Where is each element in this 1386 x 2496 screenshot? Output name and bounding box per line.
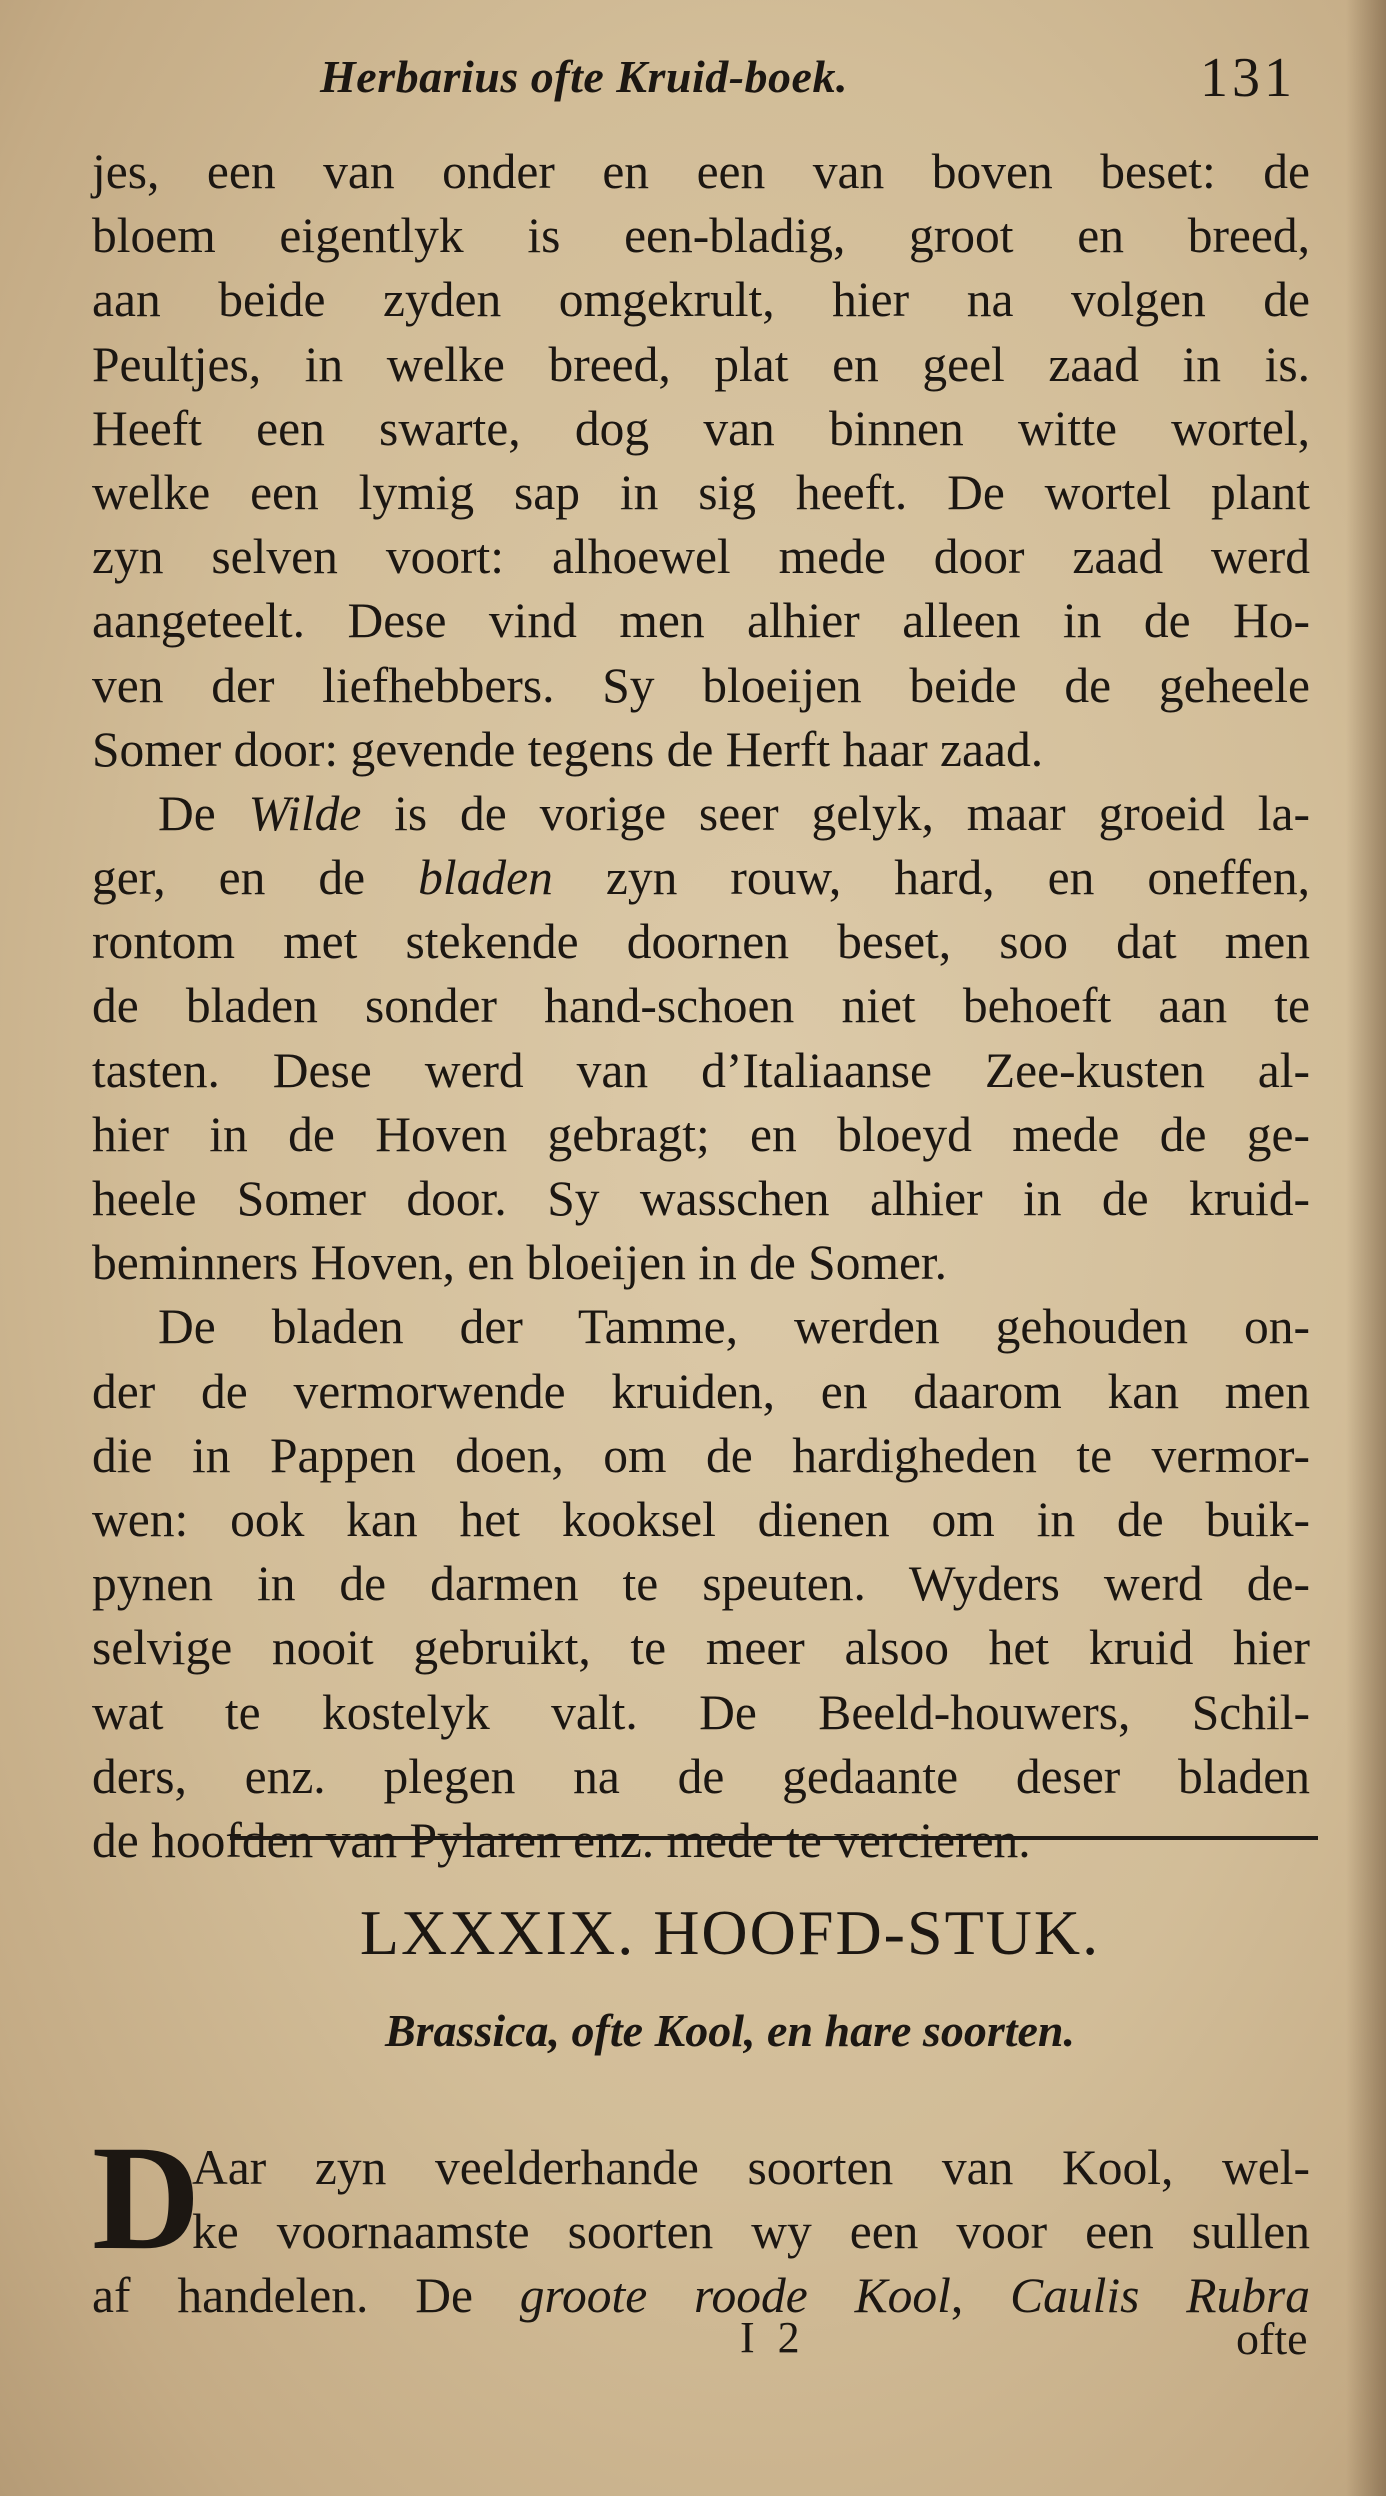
text-line xyxy=(92,1745,1310,1809)
text-line xyxy=(92,654,1310,718)
text-segment: der de vermorwende kruiden, en daarom kan men xyxy=(92,1363,1310,1419)
text-line xyxy=(92,1488,1310,1552)
text-line xyxy=(92,589,1310,653)
text-segment: ke voornaamste soorten wy een voor een sullen xyxy=(192,2204,1310,2260)
text-line xyxy=(92,1424,1310,1488)
drop-cap: D xyxy=(92,2115,201,2281)
text-segment: de bladen sonder hand-schoen niet behoeft aan te xyxy=(92,978,1310,1034)
italic-term: groote roode Kool xyxy=(519,2268,951,2324)
text-segment: Aar zyn veelderhande soorten van Kool, wel- xyxy=(192,2140,1310,2195)
text-line xyxy=(92,846,1310,910)
chapter-subtitle: Brassica, ofte Kool, en hare soorten. xyxy=(384,2005,1076,2056)
text-segment: bloem eigentlyk is een-bladig, groot en breed, xyxy=(92,208,1310,264)
text-segment: heele Somer door. Sy wasschen alhier in de kruid- xyxy=(92,1171,1310,1226)
text-line xyxy=(92,1167,1310,1231)
text-line xyxy=(92,1039,1310,1103)
text-segment: zyn rouw, hard, en oneffen, xyxy=(552,850,1310,906)
text-segment: jes, een van onder en een van boven beset: de xyxy=(92,144,1310,199)
chapter-heading: LXXXIX. HOOFD-STUK. xyxy=(359,1897,1101,1968)
italic-term: Wilde xyxy=(248,785,362,841)
text-segment: Heeft een swarte, dog van binnen witte wortel, xyxy=(92,400,1310,456)
text-segment: is de vorige seer gelyk, maar groeid la- xyxy=(361,785,1310,841)
text-segment: , xyxy=(950,2268,1011,2324)
text-segment: rontom met stekende doornen beset, soo dat men xyxy=(92,914,1310,970)
text-line xyxy=(92,782,1310,846)
text-line xyxy=(92,1552,1310,1616)
text-line xyxy=(92,1360,1310,1424)
text-line xyxy=(92,268,1310,332)
text-line xyxy=(92,2136,1310,2200)
text-segment: ven der liefhebbers. Sy bloeijen beide de geheele xyxy=(92,657,1310,713)
text-segment: de hoofden van Pylaren enz. mede te vercieren. xyxy=(92,1812,1031,1868)
text-segment: af handelen. De xyxy=(92,2268,520,2324)
body-text xyxy=(92,140,1310,1873)
text-segment: Somer door: gevende tegens de Herft haar zaad. xyxy=(92,721,1044,777)
text-line xyxy=(92,2200,1310,2264)
section-rule xyxy=(230,1836,1318,1840)
text-line xyxy=(92,333,1310,397)
text-segment: De xyxy=(158,785,249,841)
text-line xyxy=(92,204,1310,268)
text-line xyxy=(92,718,1310,782)
text-line xyxy=(92,974,1310,1038)
text-line xyxy=(92,397,1310,461)
text-segment: zyn selven voort: alhoewel mede door zaad werd xyxy=(92,529,1310,585)
text-segment: De bladen der Tamme, werden gehouden on- xyxy=(158,1299,1310,1355)
text-segment: Peultjes, in welke breed, plat en geel zaad in is. xyxy=(92,336,1310,392)
text-line xyxy=(92,1295,1310,1359)
text-line xyxy=(92,1616,1310,1680)
text-line xyxy=(92,1809,1310,1873)
text-segment: tasten. Dese werd van d’Italiaanse Zee-kusten al- xyxy=(92,1042,1310,1098)
text-segment: ger, en de xyxy=(92,850,419,906)
text-line xyxy=(92,461,1310,525)
page-edge-shadow xyxy=(1346,0,1386,2496)
text-segment: pynen in de darmen te speuten. Wyders werd de- xyxy=(92,1556,1310,1612)
text-segment: beminners Hoven, en bloeijen in de Somer. xyxy=(92,1235,948,1291)
text-segment: die in Pappen doen, om de hardigheden te vermor- xyxy=(92,1427,1310,1483)
catchword: ofte xyxy=(1236,2313,1308,2364)
page-number: 131 xyxy=(1200,47,1296,109)
text-line xyxy=(92,1231,1310,1295)
text-segment: selvige nooit gebruikt, te meer alsoo het kruid hier xyxy=(92,1620,1310,1676)
text-segment: aan beide zyden omgekrult, hier na volgen de xyxy=(92,272,1310,328)
text-segment: aangeteelt. Dese vind men alhier alleen in de Ho- xyxy=(92,593,1310,649)
signature-mark: I 2 xyxy=(740,2313,806,2362)
running-title: Herbarius ofte Kruid-boek. xyxy=(320,51,848,102)
text-line xyxy=(92,1681,1310,1745)
text-segment: hier in de Hoven gebragt; en bloeyd mede de ge- xyxy=(92,1106,1310,1162)
text-segment: ders, enz. plegen na de gedaante deser bladen xyxy=(92,1748,1310,1804)
text-line xyxy=(92,1103,1310,1167)
italic-term: Caulis Rubra xyxy=(1010,2268,1310,2324)
text-line xyxy=(92,2264,1310,2328)
italic-term: bladen xyxy=(418,850,553,906)
text-segment: wat te kostelyk valt. De Beeld-houwers, Schil- xyxy=(92,1684,1310,1740)
chapter-text xyxy=(92,2136,1310,2329)
text-segment: welke een lymig sap in sig heeft. De wortel plant xyxy=(92,464,1310,520)
text-line xyxy=(92,525,1310,589)
text-line xyxy=(92,910,1310,974)
text-segment: wen: ook kan het kooksel dienen om in de buik- xyxy=(92,1491,1310,1547)
text-line xyxy=(92,140,1310,204)
